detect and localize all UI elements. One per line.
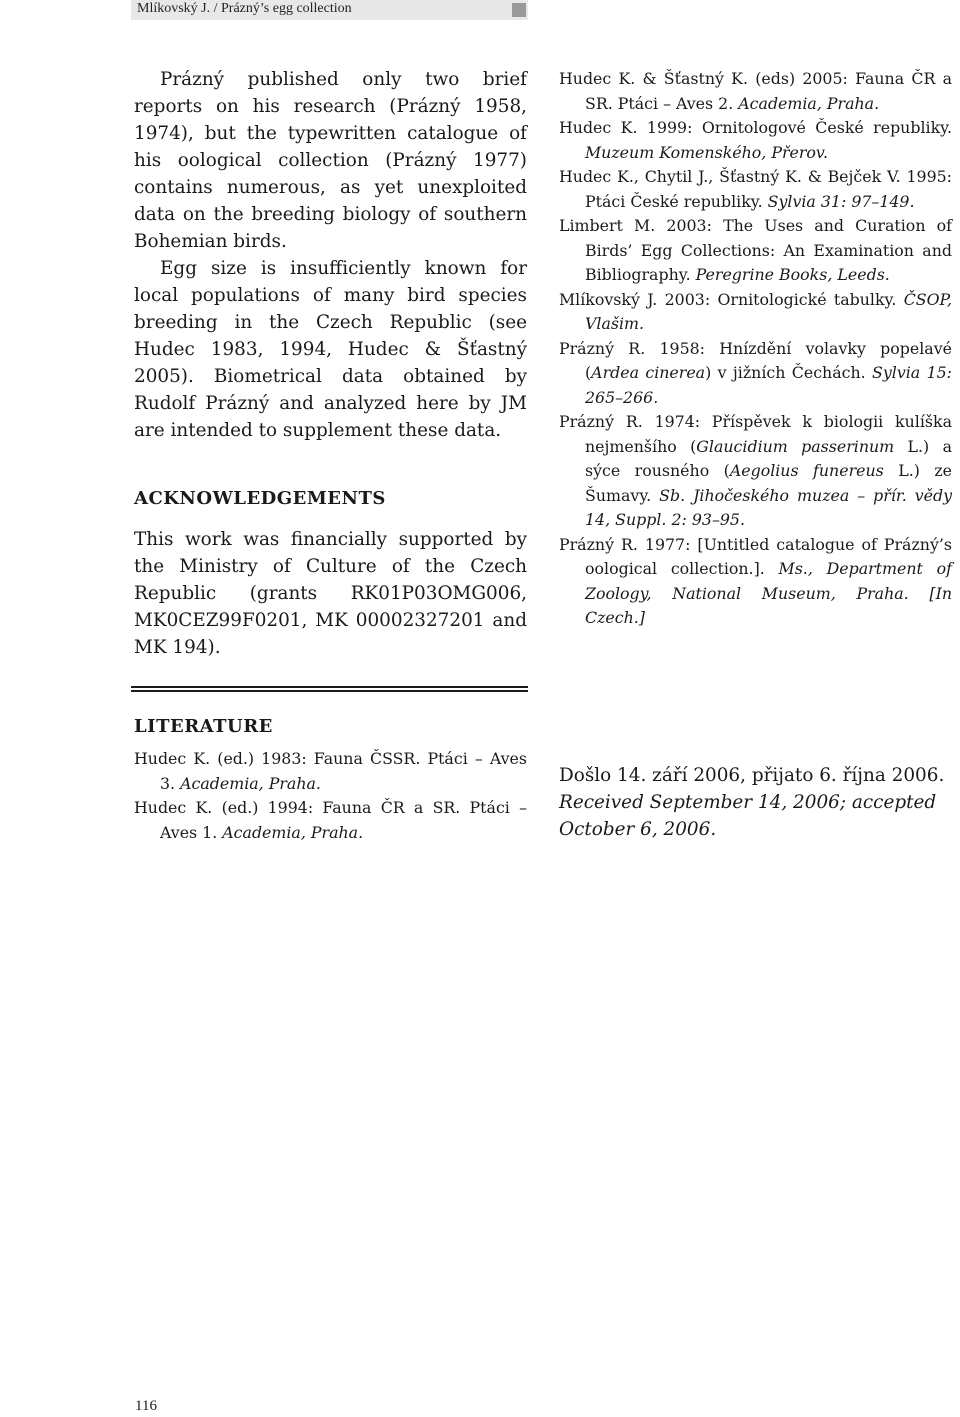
reference-entry xyxy=(134,796,527,845)
reference-text: Hudec K. & Šťastný K. (eds) 2005: Fauna ČR a SR. Ptáci – Aves 2. xyxy=(559,69,952,113)
reference-source: Academia, Praha. xyxy=(222,822,364,842)
running-title: Mlíkovský J. / Prázný’s egg collection xyxy=(137,1,352,16)
reference-entry xyxy=(559,533,952,631)
reference-entry xyxy=(559,67,952,116)
reference-entry xyxy=(559,116,952,165)
reference-entry xyxy=(559,288,952,337)
reference-text: Limbert M. 2003: The Uses and Curation of Birds’ Egg Collections: An Examination and Bibliography. xyxy=(559,216,952,284)
reference-text: Hudec K., Chytil J., Šťastný K. & Bejček V. 1995: Ptáci České republiky. xyxy=(559,167,952,211)
reference-text: Hudec K. (ed.) 1994: Fauna ČR a SR. Ptáci – Aves 1. xyxy=(134,798,527,842)
acknowledgements-section xyxy=(134,488,527,509)
double-rule-bottom xyxy=(131,690,528,692)
reference-italic-part: Ardea cinerea xyxy=(591,363,706,382)
reference-text: Mlíkovský J. 2003: Ornitologické tabulky. xyxy=(559,289,904,309)
reference-text: L.) ze Šumavy. xyxy=(585,461,952,505)
reference-italic-part: Sylvia 31: 97–149. xyxy=(767,191,915,211)
literature-list-right xyxy=(559,67,952,631)
reference-italic-part: Sb. Jihočeského muzea – přír. vědy 14, Suppl. 2: 93–95. xyxy=(585,485,953,529)
received-date-czech: Došlo 14. září 2006, přijato 6. října 2006. xyxy=(559,765,945,786)
reference-italic-part: Aegolius funereus xyxy=(729,461,884,480)
received-date-english xyxy=(559,789,954,843)
reference-text: Hudec K. 1999: Ornitologové České republiky. xyxy=(559,118,952,137)
literature-list-left xyxy=(134,747,527,845)
double-rule-top xyxy=(131,686,528,688)
reference-italic-part: Peregrine Books, Leeds. xyxy=(695,265,890,284)
reference-italic-part: Glaucidium passerinum xyxy=(696,436,895,456)
reference-text: L.) a sýce rousného ( xyxy=(585,436,952,480)
reference-text: Prázný R. 1958: Hnízdění volavky popelavé ( xyxy=(559,338,952,382)
reference-entry xyxy=(559,214,952,288)
left-column-body xyxy=(134,66,527,444)
body-paragraph-2: Egg size is insufficiently known for local populations of many bird species breeding in the Czech Republic (see Hudec 1983, 1994, Hudec & Šťastný 2005). Biometrical data obtained by Rudolf Prázný and analyzed here by JM are intended to supplement these data. xyxy=(134,258,527,441)
literature-heading: LITERATURE xyxy=(134,716,273,737)
reference-entry xyxy=(559,165,952,214)
body-paragraph-1: Prázný published only two brief reports on his research (Prázný 1958, 1974), but the typewritten catalogue of his oological collection (Prázný 1977) contains numerous, as yet unexploited data on the breeding biology of southern Bohemian birds. xyxy=(134,69,527,252)
reference-italic-part: Muzeum Komenského, Přerov. xyxy=(585,142,829,162)
reference-text: Prázný R. 1977: [Untitled catalogue of Prázný’s oological collection.]. xyxy=(559,534,952,578)
literature-heading-wrap xyxy=(134,716,527,737)
acknowledgements-text: This work was financially supported by the Ministry of Culture of the Czech Republic (grants RK01P03OMG006, MK0CEZ99F0201, MK 00002327201 and MK 194). xyxy=(134,529,527,658)
reference-text: Hudec K. (ed.) 1983: Fauna ČSSR. Ptáci – Aves 3. xyxy=(134,749,527,793)
reference-text: ) v jižních Čechách. xyxy=(705,363,873,382)
reference-italic-part: Ms., Department of Zoology, National Museum, Praha. [In Czech.] xyxy=(585,559,952,627)
acknowledgements-body xyxy=(134,526,527,661)
reference-text: Prázný R. 1974: Příspěvek k biologii kulíška nejmenšího ( xyxy=(559,412,952,456)
reference-entry xyxy=(134,747,527,796)
page-number: 116 xyxy=(135,1398,157,1414)
reference-source: Academia, Praha. xyxy=(180,773,321,793)
running-header-bar xyxy=(131,0,528,20)
reference-entry xyxy=(559,410,952,533)
reference-italic-part: ČSOP, Vlašim. xyxy=(585,289,952,333)
reference-entry xyxy=(559,337,952,411)
reference-italic-part: Academia, Praha. xyxy=(738,93,880,113)
acknowledgements-heading: ACKNOWLEDGEMENTS xyxy=(134,488,386,509)
received-note xyxy=(559,762,954,843)
reference-italic-part: Sylvia 15: 265–266. xyxy=(585,363,952,407)
header-square-mark xyxy=(512,3,526,17)
received-date-english-text: Received September 14, 2006; accepted October 6, 2006. xyxy=(559,792,937,840)
